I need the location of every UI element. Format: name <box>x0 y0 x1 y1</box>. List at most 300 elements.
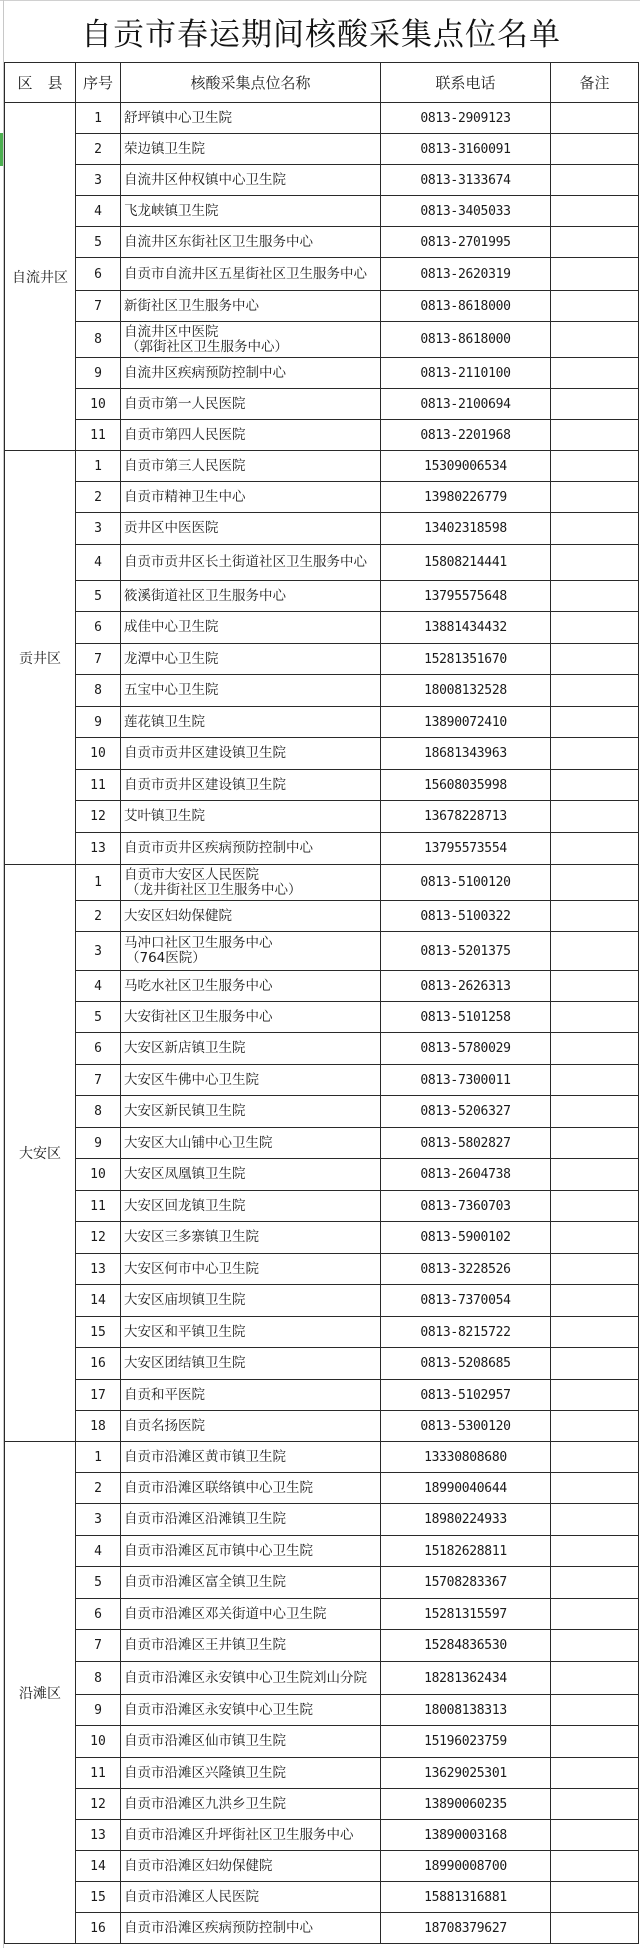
remark-cell <box>551 1348 639 1380</box>
header-remark: 备注 <box>551 63 639 103</box>
table-row <box>5 1536 639 1567</box>
table-row <box>5 581 639 612</box>
site-name: 自贡市沿滩区永安镇中心卫生院 <box>124 1701 313 1718</box>
site-name: 自贡市沿滩区联络镇中心卫生院 <box>124 1479 313 1496</box>
phone-cell: 0813-2604738 <box>381 1159 551 1191</box>
seq-cell: 8 <box>76 322 121 358</box>
phone-cell: 18008138313 <box>381 1695 551 1726</box>
table-row <box>5 612 639 644</box>
seq-cell: 1 <box>76 103 121 134</box>
site-name: 莲花镇卫生院 <box>124 713 205 730</box>
remark-cell <box>551 545 639 581</box>
site-name: 自贡市第三人民医院 <box>124 457 246 474</box>
seq-cell: 5 <box>76 1002 121 1033</box>
seq-cell: 3 <box>76 165 121 196</box>
site-name: 自贡和平医院 <box>124 1386 205 1403</box>
site-name: 马冲口社区卫生服务中心 <box>124 935 273 951</box>
remark-cell <box>551 420 639 451</box>
site-name-cell <box>121 291 381 322</box>
phone-cell: 13795573554 <box>381 833 551 865</box>
phone-cell: 15281351670 <box>381 644 551 675</box>
remark-cell <box>551 1882 639 1913</box>
site-name: 大安区团结镇卫生院 <box>124 1355 246 1371</box>
table-row <box>5 932 639 971</box>
site-name-note: （764医院） <box>126 950 206 966</box>
site-name: 自贡市沿滩区瓦市镇中心卫生院 <box>124 1542 313 1559</box>
table-row <box>5 1159 639 1191</box>
remark-cell <box>551 801 639 833</box>
site-name: 大安区和平镇卫生院 <box>124 1323 246 1340</box>
table-row <box>5 196 639 227</box>
table-row <box>5 675 639 707</box>
phone-cell: 0813-5101258 <box>381 1002 551 1033</box>
phone-cell: 15808214441 <box>381 545 551 581</box>
remark-cell <box>551 322 639 358</box>
seq-cell: 1 <box>76 1442 121 1473</box>
site-name: 自贡市沿滩区仙市镇卫生院 <box>124 1733 286 1749</box>
seq-cell: 1 <box>76 451 121 482</box>
site-name: 自贡市沿滩区兴隆镇卫生院 <box>124 1764 286 1781</box>
site-name: 自贡市自流井区五星街社区卫生服务中心 <box>124 265 367 282</box>
remark-cell <box>551 932 639 971</box>
seq-cell: 10 <box>76 1159 121 1191</box>
phone-cell: 13980226779 <box>381 482 551 513</box>
site-name-cell <box>121 865 381 901</box>
seq-cell: 10 <box>76 1726 121 1758</box>
site-name-cell <box>121 1222 381 1254</box>
table-row <box>5 1254 639 1285</box>
site-name: 筱溪街道社区卫生服务中心 <box>124 587 286 604</box>
remark-cell <box>551 971 639 1002</box>
header-site-name: 核酸采集点位名称 <box>121 63 381 103</box>
remark-cell <box>551 1758 639 1789</box>
site-name-cell <box>121 1128 381 1159</box>
seq-cell: 16 <box>76 1913 121 1944</box>
seq-cell: 7 <box>76 644 121 675</box>
seq-cell: 8 <box>76 675 121 707</box>
remark-cell <box>551 833 639 865</box>
remark-cell <box>551 134 639 165</box>
phone-cell: 13890060235 <box>381 1789 551 1820</box>
table-row <box>5 1695 639 1726</box>
site-name: 自贡市沿滩区疾病预防控制中心 <box>124 1919 313 1936</box>
phone-cell: 0813-5100120 <box>381 865 551 901</box>
site-name: 自流井区中医院 <box>124 323 219 340</box>
table-row <box>5 1222 639 1254</box>
remark-cell <box>551 1285 639 1317</box>
site-name-cell <box>121 770 381 801</box>
seq-cell: 6 <box>76 1599 121 1630</box>
table-row <box>5 1033 639 1065</box>
site-name: 自贡市沿滩区妇幼保健院 <box>124 1857 273 1874</box>
phone-cell: 18281362434 <box>381 1662 551 1695</box>
phone-cell: 0813-8618000 <box>381 291 551 322</box>
site-name: 马吃水社区卫生服务中心 <box>124 977 273 994</box>
remark-cell <box>551 770 639 801</box>
row-selection-marker <box>0 133 3 166</box>
remark-cell <box>551 865 639 901</box>
phone-cell: 15284836530 <box>381 1630 551 1662</box>
seq-cell: 14 <box>76 1285 121 1317</box>
header-district: 区 县 <box>5 63 76 103</box>
remark-cell <box>551 513 639 545</box>
phone-cell: 0813-5201375 <box>381 932 551 971</box>
site-name: 贡井区中医医院 <box>124 520 219 536</box>
site-name-cell <box>121 258 381 291</box>
table-row <box>5 1820 639 1851</box>
site-name-cell <box>121 1254 381 1285</box>
remark-cell <box>551 103 639 134</box>
site-name: 自贡市贡井区疾病预防控制中心 <box>124 840 313 856</box>
seq-cell: 12 <box>76 1222 121 1254</box>
site-name: 大安区回龙镇卫生院 <box>124 1197 246 1214</box>
remark-cell <box>551 1820 639 1851</box>
site-name: 大安区庙坝镇卫生院 <box>124 1292 246 1308</box>
seq-cell: 5 <box>76 1567 121 1599</box>
seq-cell: 2 <box>76 482 121 513</box>
remark-cell <box>551 581 639 612</box>
site-name-cell <box>121 1789 381 1820</box>
remark-cell <box>551 1442 639 1473</box>
seq-cell: 9 <box>76 358 121 389</box>
remark-cell <box>551 1002 639 1033</box>
seq-cell: 9 <box>76 1695 121 1726</box>
phone-cell: 0813-2100694 <box>381 389 551 420</box>
seq-cell: 15 <box>76 1882 121 1913</box>
phone-cell: 0813-7300011 <box>381 1065 551 1096</box>
phone-cell: 15196023759 <box>381 1726 551 1758</box>
phone-cell: 0813-5100322 <box>381 901 551 932</box>
site-name: 大安街社区卫生服务中心 <box>124 1008 273 1025</box>
remark-cell <box>551 1128 639 1159</box>
table-row <box>5 1442 639 1473</box>
table-row <box>5 738 639 770</box>
phone-cell: 0813-2909123 <box>381 103 551 134</box>
seq-cell: 9 <box>76 707 121 738</box>
phone-cell: 0813-5208685 <box>381 1348 551 1380</box>
phone-cell: 0813-5780029 <box>381 1033 551 1065</box>
table-row <box>5 971 639 1002</box>
phone-cell: 18708379627 <box>381 1913 551 1944</box>
site-name: 自流井区疾病预防控制中心 <box>124 364 286 381</box>
seq-cell: 12 <box>76 801 121 833</box>
site-name: 荣边镇卫生院 <box>124 140 205 157</box>
remark-cell <box>551 675 639 707</box>
site-name-cell <box>121 801 381 833</box>
site-name: 五宝中心卫生院 <box>124 682 219 698</box>
header-seq: 序号 <box>76 63 121 103</box>
seq-cell: 18 <box>76 1411 121 1442</box>
site-name-cell <box>121 389 381 420</box>
phone-cell: 0813-2110100 <box>381 358 551 389</box>
site-name-cell <box>121 1567 381 1599</box>
site-name: 自贡市沿滩区九洪乡卫生院 <box>124 1795 286 1812</box>
phone-cell: 0813-3405033 <box>381 196 551 227</box>
seq-cell: 14 <box>76 1851 121 1882</box>
table-row <box>5 1348 639 1380</box>
site-name-cell <box>121 165 381 196</box>
site-name: 大安区新店镇卫生院 <box>124 1040 246 1056</box>
remark-cell <box>551 1222 639 1254</box>
phone-cell: 13629025301 <box>381 1758 551 1789</box>
remark-cell <box>551 1726 639 1758</box>
site-name-cell <box>121 196 381 227</box>
seq-cell: 12 <box>76 1789 121 1820</box>
phone-cell: 13330808680 <box>381 1442 551 1473</box>
site-name-cell <box>121 1630 381 1662</box>
phone-cell: 15281315597 <box>381 1599 551 1630</box>
site-name-cell <box>121 612 381 644</box>
seq-cell: 11 <box>76 420 121 451</box>
site-name: 自贡市沿滩区富全镇卫生院 <box>124 1574 286 1590</box>
site-name-cell <box>121 1033 381 1065</box>
table-row <box>5 707 639 738</box>
seq-cell: 13 <box>76 833 121 865</box>
seq-cell: 11 <box>76 770 121 801</box>
table-row <box>5 1599 639 1630</box>
site-name-cell <box>121 644 381 675</box>
seq-cell: 1 <box>76 865 121 901</box>
seq-cell: 11 <box>76 1191 121 1222</box>
phone-cell: 18990008700 <box>381 1851 551 1882</box>
phone-cell: 15309006534 <box>381 451 551 482</box>
table-row <box>5 1662 639 1695</box>
site-name: 大安区妇幼保健院 <box>124 907 232 924</box>
remark-cell <box>551 1662 639 1695</box>
phone-cell: 13678228713 <box>381 801 551 833</box>
remark-cell <box>551 1599 639 1630</box>
seq-cell: 8 <box>76 1662 121 1695</box>
table-row <box>5 1285 639 1317</box>
site-name: 自贡市大安区人民医院 <box>124 866 259 883</box>
seq-cell: 7 <box>76 1630 121 1662</box>
phone-cell: 0813-5206327 <box>381 1096 551 1128</box>
seq-cell: 17 <box>76 1380 121 1411</box>
phone-cell: 13795575648 <box>381 581 551 612</box>
table-row <box>5 801 639 833</box>
remark-cell <box>551 451 639 482</box>
table-row <box>5 1882 639 1913</box>
seq-cell: 6 <box>76 258 121 291</box>
site-name: 自贡市贡井区长土街道社区卫生服务中心 <box>124 554 367 570</box>
remark-cell <box>551 612 639 644</box>
remark-cell <box>551 482 639 513</box>
site-name: 自贡市精神卫生中心 <box>124 488 246 505</box>
phone-cell: 0813-3228526 <box>381 1254 551 1285</box>
remark-cell <box>551 1254 639 1285</box>
site-name-cell <box>121 227 381 258</box>
site-name: 自贡市沿滩区邓关街道中心卫生院 <box>124 1605 327 1622</box>
site-name-cell <box>121 1348 381 1380</box>
remark-cell <box>551 644 639 675</box>
site-name-cell <box>121 1536 381 1567</box>
district-cell: 沿滩区 <box>5 1442 76 1944</box>
header-phone: 联系电话 <box>381 63 551 103</box>
site-name-cell <box>121 833 381 865</box>
table-row <box>5 1758 639 1789</box>
phone-cell: 0813-5802827 <box>381 1128 551 1159</box>
phone-cell: 18980224933 <box>381 1504 551 1536</box>
table-row <box>5 865 639 901</box>
phone-cell: 0813-2701995 <box>381 227 551 258</box>
site-name-cell <box>121 581 381 612</box>
remark-cell <box>551 1567 639 1599</box>
phone-cell: 0813-2620319 <box>381 258 551 291</box>
table-row <box>5 833 639 865</box>
seq-cell: 7 <box>76 1065 121 1096</box>
site-name: 大安区牛佛中心卫生院 <box>124 1071 259 1088</box>
site-name-cell <box>121 1096 381 1128</box>
site-name: 大安区新民镇卫生院 <box>124 1103 246 1119</box>
table-row <box>5 1411 639 1442</box>
phone-cell: 13402318598 <box>381 513 551 545</box>
seq-cell: 10 <box>76 738 121 770</box>
remark-cell <box>551 227 639 258</box>
site-name-cell <box>121 932 381 971</box>
site-name: 大安区大山铺中心卫生院 <box>124 1134 273 1151</box>
site-name-cell <box>121 675 381 707</box>
table-row <box>5 1191 639 1222</box>
site-name-cell <box>121 1442 381 1473</box>
site-name-cell <box>121 420 381 451</box>
seq-cell: 10 <box>76 389 121 420</box>
district-cell: 大安区 <box>5 865 76 1442</box>
site-name-note: （郭街社区卫生服务中心） <box>126 338 288 355</box>
remark-cell <box>551 358 639 389</box>
table-row <box>5 1065 639 1096</box>
seq-cell: 5 <box>76 581 121 612</box>
phone-cell: 13881434432 <box>381 612 551 644</box>
table-header-row <box>5 63 639 103</box>
site-name-cell <box>121 1065 381 1096</box>
remark-cell <box>551 1851 639 1882</box>
site-name: 舒坪镇中心卫生院 <box>124 109 232 126</box>
remark-cell <box>551 291 639 322</box>
site-name: 飞龙峡镇卫生院 <box>124 202 219 219</box>
table-row <box>5 420 639 451</box>
table-row <box>5 358 639 389</box>
site-name-cell <box>121 513 381 545</box>
site-name-cell <box>121 1159 381 1191</box>
table-row <box>5 901 639 932</box>
site-name: 自贡市沿滩区永安镇中心卫生院刘山分院 <box>124 1669 367 1686</box>
site-name-cell <box>121 1317 381 1348</box>
remark-cell <box>551 1033 639 1065</box>
site-name-cell <box>121 971 381 1002</box>
remark-cell <box>551 1191 639 1222</box>
site-name-cell <box>121 1851 381 1882</box>
seq-cell: 8 <box>76 1096 121 1128</box>
site-name-cell <box>121 1473 381 1504</box>
site-name-cell <box>121 738 381 770</box>
site-name: 自流井区仲权镇中心卫生院 <box>124 171 286 188</box>
site-name: 自贡市贡井区建设镇卫生院 <box>124 776 286 793</box>
site-name-cell <box>121 545 381 581</box>
remark-cell <box>551 1411 639 1442</box>
district-cell: 贡井区 <box>5 451 76 865</box>
remark-cell <box>551 1159 639 1191</box>
seq-cell: 5 <box>76 227 121 258</box>
remark-cell <box>551 1096 639 1128</box>
remark-cell <box>551 901 639 932</box>
site-name-cell <box>121 1599 381 1630</box>
site-name-cell <box>121 1820 381 1851</box>
remark-cell <box>551 1630 639 1662</box>
seq-cell: 3 <box>76 1504 121 1536</box>
phone-cell: 13890003168 <box>381 1820 551 1851</box>
seq-cell: 4 <box>76 196 121 227</box>
remark-cell <box>551 1913 639 1944</box>
site-name: 自流井区东街社区卫生服务中心 <box>124 233 313 250</box>
seq-cell: 13 <box>76 1820 121 1851</box>
sampling-sites-table <box>4 62 639 1944</box>
table-row <box>5 451 639 482</box>
table-row <box>5 1002 639 1033</box>
seq-cell: 13 <box>76 1254 121 1285</box>
phone-cell: 0813-3133674 <box>381 165 551 196</box>
site-name: 自贡名扬医院 <box>124 1417 205 1434</box>
district-cell: 自流井区 <box>5 103 76 451</box>
remark-cell <box>551 1504 639 1536</box>
remark-cell <box>551 1380 639 1411</box>
site-name-cell <box>121 134 381 165</box>
remark-cell <box>551 1695 639 1726</box>
seq-cell: 2 <box>76 901 121 932</box>
seq-cell: 6 <box>76 612 121 644</box>
table-row <box>5 1789 639 1820</box>
table-row <box>5 545 639 581</box>
site-name-cell <box>121 1285 381 1317</box>
site-name: 大安区三多寨镇卫生院 <box>124 1229 259 1245</box>
seq-cell: 4 <box>76 1536 121 1567</box>
site-name: 自贡市沿滩区黄市镇卫生院 <box>124 1448 286 1465</box>
seq-cell: 7 <box>76 291 121 322</box>
site-name-cell <box>121 1411 381 1442</box>
table-row <box>5 227 639 258</box>
site-name-cell <box>121 482 381 513</box>
table-row <box>5 322 639 358</box>
table-row <box>5 1128 639 1159</box>
table-row <box>5 1630 639 1662</box>
seq-cell: 9 <box>76 1128 121 1159</box>
seq-cell: 16 <box>76 1348 121 1380</box>
table-row <box>5 291 639 322</box>
site-name-cell <box>121 322 381 358</box>
table-body <box>5 103 639 1944</box>
site-name-cell <box>121 1758 381 1789</box>
site-name: 新街社区卫生服务中心 <box>124 297 259 314</box>
phone-cell: 18008132528 <box>381 675 551 707</box>
remark-cell <box>551 738 639 770</box>
table-row <box>5 258 639 291</box>
table-row <box>5 1567 639 1599</box>
site-name-note: （龙井街社区卫生服务中心） <box>126 881 302 898</box>
phone-cell: 15708283367 <box>381 1567 551 1599</box>
remark-cell <box>551 1536 639 1567</box>
site-name-cell <box>121 707 381 738</box>
phone-cell: 0813-5900102 <box>381 1222 551 1254</box>
phone-cell: 13890072410 <box>381 707 551 738</box>
site-name-cell <box>121 1695 381 1726</box>
seq-cell: 11 <box>76 1758 121 1789</box>
table-row <box>5 389 639 420</box>
seq-cell: 4 <box>76 545 121 581</box>
phone-cell: 0813-7370054 <box>381 1285 551 1317</box>
phone-cell: 0813-8215722 <box>381 1317 551 1348</box>
site-name-cell <box>121 1191 381 1222</box>
table-row <box>5 1726 639 1758</box>
site-name-cell <box>121 1913 381 1944</box>
